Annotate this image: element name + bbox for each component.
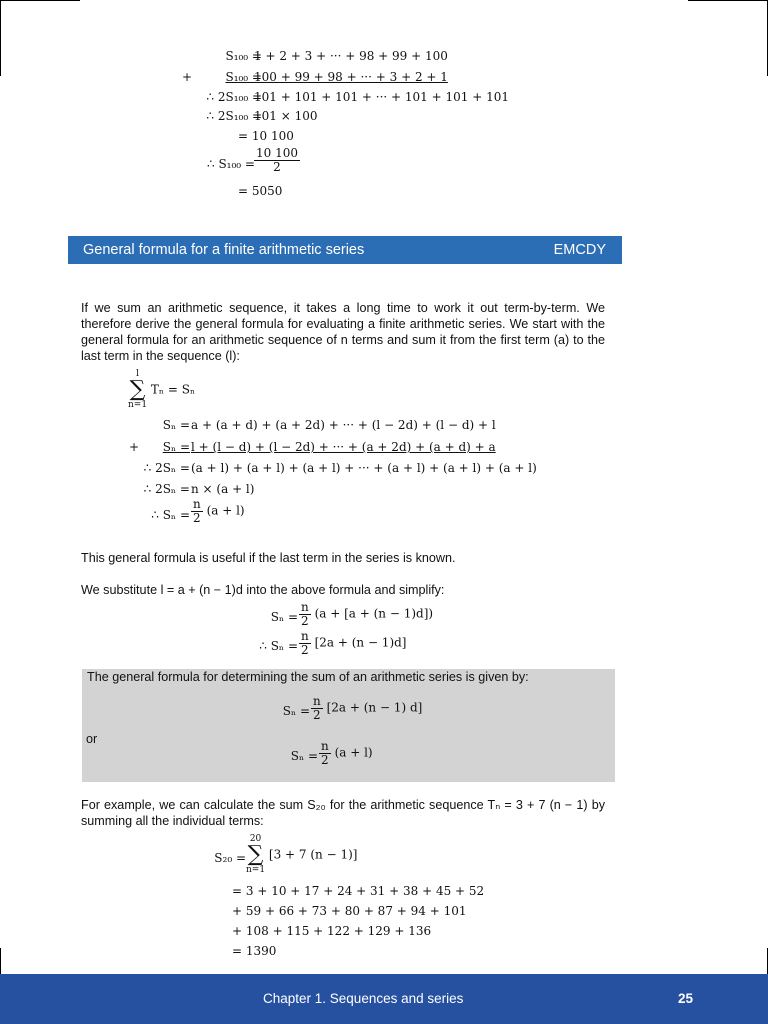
intro-paragraph: If we sum an arithmetic sequence, it takes a long time to work it out term-by-term. We therefore derive the general formula for evaluating a finite arithmetic series. We start with the general formula for an arithmetic sequence of n terms and sum it from the first term (a) to the last term in the sequence (l):: [81, 301, 605, 363]
example-sigma-upper: 20: [249, 834, 262, 844]
example-paragraph: For example, we can calculate the sum S₂₀ for the arithmetic sequence Tₙ = 3 + 7 (n − 1) by summing all the individual terms:: [81, 798, 605, 828]
crop-mark-top-right-h: [688, 0, 768, 1]
example-sigma-body: [3 + 7 (n − 1)]: [268, 847, 358, 862]
worked-sum-fraction-numerator: 10 100: [256, 146, 298, 160]
section-code: EMCDY: [553, 242, 606, 258]
derivation-line3-rhs: (a + l) + (a + l) + (a + l) + ··· + (a + l) + (a + l) + (a + l): [191, 461, 537, 475]
sigma-body: Tₙ = Sₙ: [150, 382, 196, 397]
definition-formula1-denominator: 2: [313, 707, 321, 722]
definition-formula1-rest: [2a + (n − 1) d]: [326, 700, 423, 715]
derivation-line2-rhs: l + (l − d) + (l − 2d) + ··· + (a + 2d) + (a + d) + a: [191, 440, 496, 454]
simplify-line1-lhs: Sₙ =: [270, 610, 298, 624]
definition-box: [82, 669, 615, 782]
sigma-symbol: l ∑ n=1: [128, 369, 148, 410]
worked-sum-line2-rhs: 100 + 99 + 98 + ··· + 3 + 2 + 1: [254, 70, 448, 84]
worked-sum-plus-sign: +: [182, 70, 193, 84]
derivation-line4-lhs: ∴ 2Sₙ =: [143, 482, 190, 496]
derivation-fraction-numerator: n: [193, 497, 201, 511]
footer-page-number: 25: [678, 991, 694, 1006]
derivation-line3-lhs: ∴ 2Sₙ =: [143, 461, 190, 475]
worked-sum-line5: = 10 100: [238, 129, 294, 143]
example-line3: + 108 + 115 + 122 + 129 + 136: [232, 924, 432, 938]
simplify-line2-lhs: ∴ Sₙ =: [259, 639, 298, 653]
definition-formula2-denominator: 2: [321, 752, 329, 767]
simplify-line2-fraction: [299, 630, 311, 656]
simplify-line2-denominator: 2: [301, 642, 309, 657]
derivation-line4-rhs: n × (a + l): [191, 482, 255, 496]
simplify-line1-fraction: [299, 601, 311, 627]
example-line2: + 59 + 66 + 73 + 80 + 87 + 94 + 101: [232, 904, 467, 918]
worked-sum-line1-rhs: 1 + 2 + 3 + ··· + 98 + 99 + 100: [254, 49, 448, 63]
derivation-line1-lhs: Sₙ =: [162, 418, 190, 432]
definition-or-label: or: [86, 732, 98, 746]
definition-formula1-numerator: n: [313, 694, 321, 708]
crop-mark-bottom-left-v: [0, 948, 1, 974]
simplify-line1-numerator: n: [301, 600, 309, 614]
example-lhs: S₂₀ =: [214, 851, 246, 865]
substitute-text: We substitute l = a + (n − 1)d into the above formula and simplify:: [81, 583, 445, 597]
sigma-lower-limit: n=1: [128, 400, 148, 410]
derivation-line1-rhs: a + (a + d) + (a + 2d) + ··· + (l − 2d) + (l − d) + l: [191, 418, 496, 432]
definition-formula2-numerator: n: [321, 739, 329, 753]
worked-sum-line3-lhs: ∴ 2S₁₀₀ =: [206, 90, 262, 104]
definition-formula2-lhs: Sₙ =: [290, 749, 318, 763]
worked-sum-line1-lhs: S₁₀₀ =: [225, 49, 262, 63]
example-sigma-symbol: 20 ∑ n=1: [246, 834, 266, 875]
definition-formula1-fraction: [311, 695, 323, 721]
example-line4: = 1390: [232, 944, 277, 958]
derivation-line2-lhs: Sₙ =: [162, 440, 190, 454]
derivation-line5-rest: (a + l): [206, 503, 245, 518]
crop-mark-top-left-v: [0, 0, 1, 76]
worked-sum-line3-rhs: 101 + 101 + 101 + ··· + 101 + 101 + 101: [254, 90, 509, 104]
simplify-line1-denominator: 2: [301, 613, 309, 628]
definition-formula2-fraction: [319, 740, 331, 766]
sigma-upper-limit: l: [136, 369, 139, 379]
example-line1: = 3 + 10 + 17 + 24 + 31 + 38 + 45 + 52: [232, 884, 485, 898]
worked-sum-line4-lhs: ∴ 2S₁₀₀ =: [206, 109, 262, 123]
page-footer: [0, 974, 768, 1024]
derivation-plus-sign: +: [129, 440, 140, 454]
definition-formula2-rest: (a + l): [334, 745, 373, 760]
definition-formula1-lhs: Sₙ =: [282, 704, 310, 718]
simplify-line2-rest: [2a + (n − 1)d]: [314, 635, 407, 650]
derivation-line5-lhs: ∴ Sₙ =: [151, 508, 190, 522]
crop-mark-top-left-h: [0, 0, 80, 1]
example-sigma-lower: n=1: [246, 865, 266, 875]
useful-text: This general formula is useful if the last term in the series is known.: [81, 551, 456, 565]
derivation-fraction: [191, 498, 203, 524]
worked-sum-line6-lhs: ∴ S₁₀₀ =: [207, 157, 255, 171]
section-header-band: [68, 236, 622, 264]
section-title: General formula for a finite arithmetic series: [83, 242, 365, 258]
derivation-fraction-denominator: 2: [193, 510, 201, 525]
worked-sum-fraction-denominator: 2: [273, 159, 281, 174]
worked-sum-line2-lhs: S₁₀₀ =: [225, 70, 262, 84]
worked-sum-fraction: [254, 147, 300, 173]
worked-sum-line7: = 5050: [238, 184, 283, 198]
definition-heading: The general formula for determining the sum of an arithmetic series is given by:: [87, 670, 529, 684]
simplify-line1-rest: (a + [a + (n − 1)d]): [314, 606, 434, 621]
worked-sum-line4-rhs: 101 × 100: [254, 109, 318, 123]
footer-chapter-title: Chapter 1. Sequences and series: [263, 991, 464, 1006]
simplify-line2-numerator: n: [301, 629, 309, 643]
